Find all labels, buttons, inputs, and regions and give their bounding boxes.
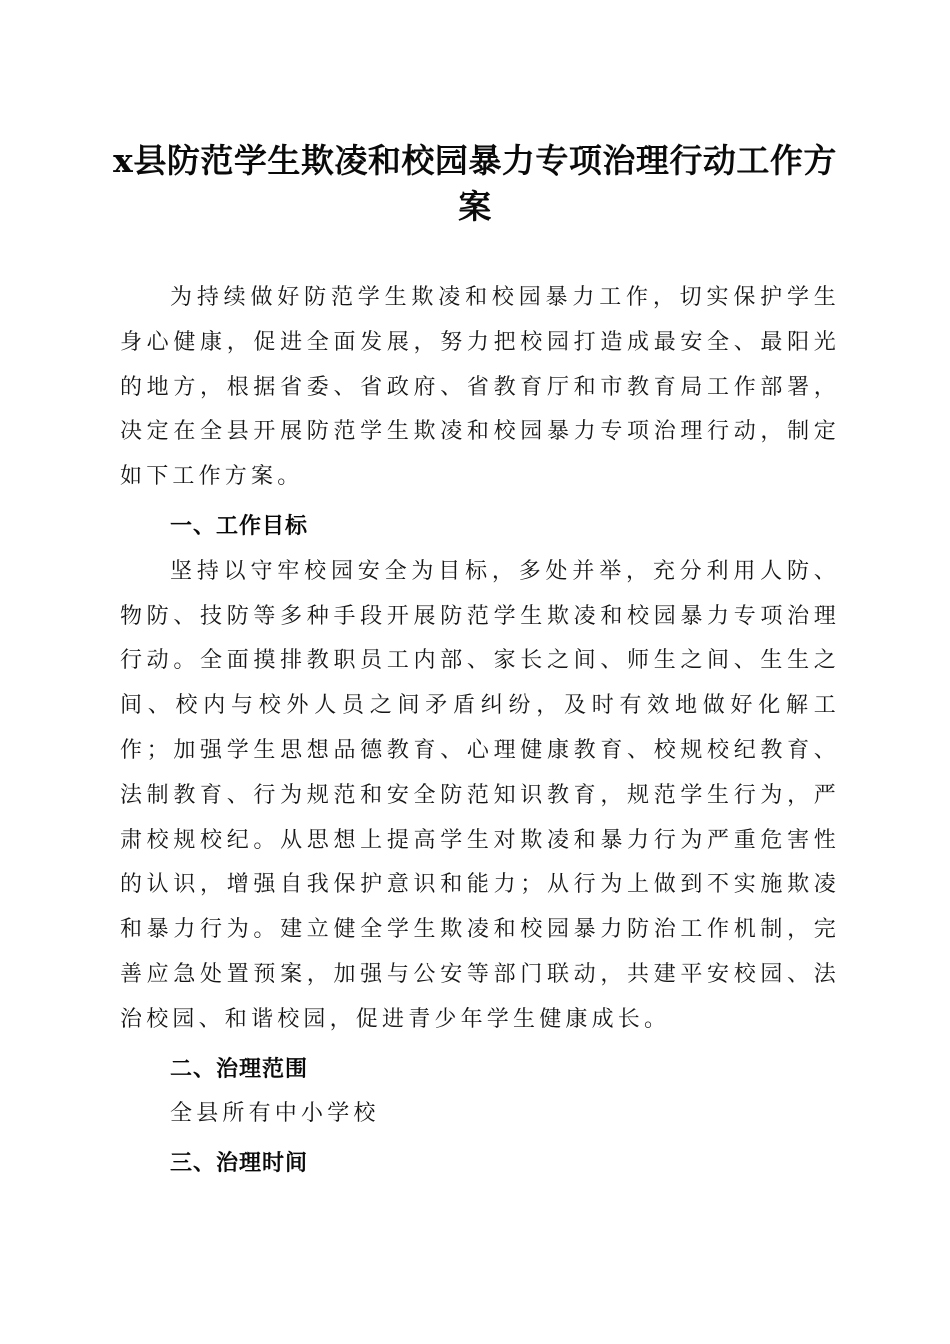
section-body-goals: 坚持以守牢校园安全为目标，多处并举，充分利用人防、物防、技防等多种手段开展防范学生欺凌和校园暴力专项治理行动。全面摸排教职员工内部、家长之间、师生之间、生生之间、校内与校外人员之间矛盾纠纷，及时有效地做好化解工作；加强学生思想品德教育、心理健康教育、校规校纪教育、法制教育、行为规范和安全防范知识教育，规范学生行为，严肃校规校纪。从思想上提高学生对欺凌和暴力行为严重危害性的认识，增强自我保护意识和能力；从行为上做到不实施欺凌和暴力行为。建立健全学生欺凌和校园暴力防治工作机制，完善应急处置预案，加强与公安等部门联动，共建平安校园、法治校园、和谐校园，促进青少年学生健康成长。: [120, 558, 840, 1032]
section-heading-scope: 二、治理范围: [170, 1056, 309, 1082]
document-body: [120, 276, 840, 1187]
section-heading-time: 三、治理时间: [170, 1151, 309, 1177]
document-title: x县防范学生欺凌和校园暴力专项治理行动工作方案: [113, 141, 837, 226]
section-heading-goals: 一、工作目标: [170, 513, 309, 539]
intro-paragraph: 为持续做好防范学生欺凌和校园暴力工作，切实保护学生身心健康，促进全面发展，努力把校园打造成最安全、最阳光的地方，根据省委、省政府、省教育厅和市教育局工作部署，决定在全县开展防范学生欺凌和校园暴力专项治理行动，制定如下工作方案。: [120, 285, 840, 490]
section-body-scope: 全县所有中小学校: [170, 1101, 380, 1127]
